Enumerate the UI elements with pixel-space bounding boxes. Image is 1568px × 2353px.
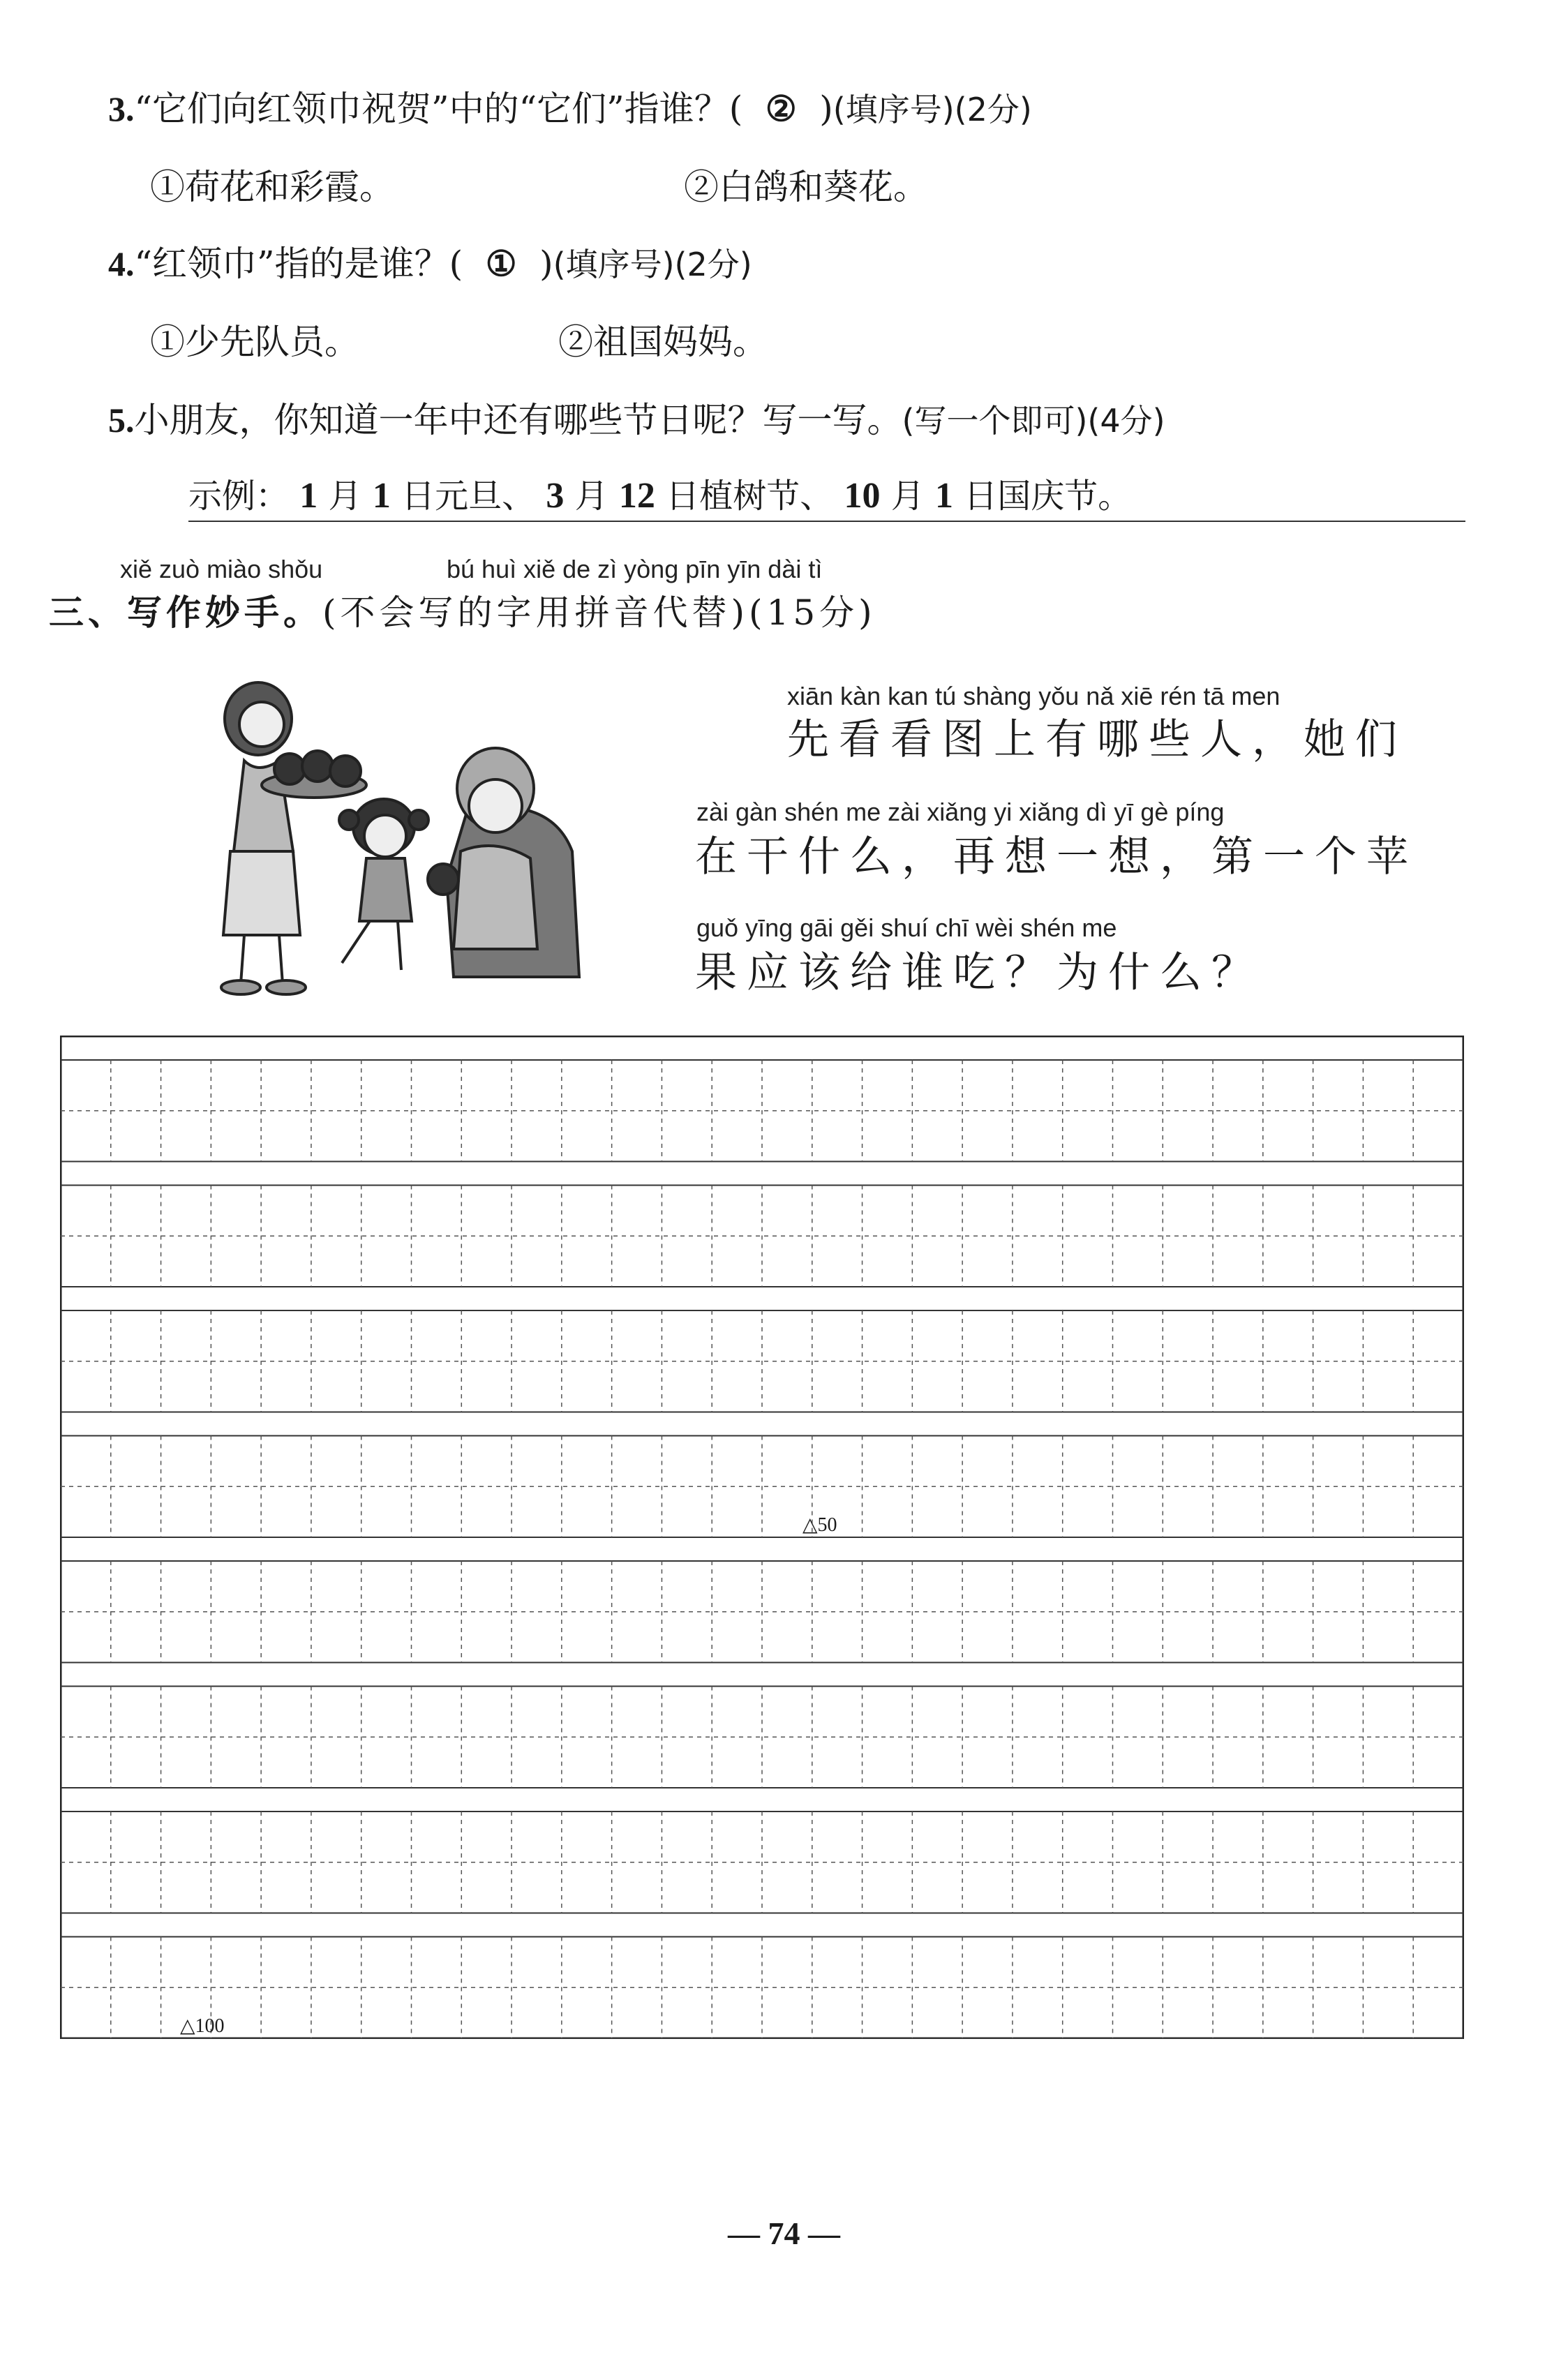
section-title-punct: 。 — [283, 592, 322, 633]
example-part: 日元旦、 — [401, 477, 536, 516]
q4-option-1: ①少先队员。 — [150, 322, 359, 362]
question-number: 4. — [108, 244, 135, 283]
family-illustration-image — [202, 670, 607, 998]
prompt-pinyin-2: zài gàn shén me zài xiǎng yi xiǎng dì yī gè píng — [696, 798, 1225, 826]
page-number: — 74 — — [728, 2216, 840, 2251]
illustration-family-apples — [202, 670, 607, 998]
question-note: (填序号)(2分) — [553, 246, 752, 283]
question-number: 3. — [108, 89, 135, 128]
close-paren: ) — [539, 244, 553, 284]
question-text: “红领巾”指的是谁？( — [134, 244, 463, 284]
example-part: 12 — [618, 476, 655, 516]
example-part: 1 — [299, 476, 318, 516]
prompt-line-1: 先看看图上有哪些人，她们 — [787, 715, 1407, 764]
example-part: 3 — [546, 476, 565, 516]
example-part: 1 — [935, 476, 954, 516]
example-part: 月 — [574, 477, 608, 516]
writing-grid-lines[interactable] — [60, 1036, 1464, 2039]
q3-option-2: ②白鸽和葵花。 — [684, 167, 928, 207]
section-title — [49, 585, 876, 635]
prompt-pinyin-1: xiān kàn kan tú shàng yǒu nǎ xiē rén tā men — [787, 682, 1280, 710]
q4-option-2: ②祖国妈妈。 — [558, 322, 768, 362]
answer-blank[interactable]: ② — [765, 88, 797, 129]
prompt-line-2: 在干什么，再想一想，第一个苹 — [695, 832, 1418, 881]
close-paren: ) — [819, 89, 833, 129]
section-title-text: 三、写作妙手 — [49, 592, 283, 633]
q3-option-1: ①荷花和彩霞。 — [150, 167, 394, 207]
example-part: 日国庆节。 — [964, 477, 1132, 516]
question-note: (填序号)(2分) — [832, 91, 1032, 128]
question-3 — [108, 87, 1032, 132]
question-note: (写一个即可)(4分) — [902, 402, 1165, 440]
question-number: 5. — [108, 401, 135, 440]
question-text: 小朋友，你知道一年中还有哪些节日呢？写一写。 — [134, 400, 902, 440]
section-note-pinyin: bú huì xiě de zì yòng pīn yīn dài tì — [447, 555, 823, 583]
prompt-line-3: 果应该给谁吃？为什么？ — [695, 948, 1263, 997]
prompt-pinyin-3: guǒ yīng gāi gěi shuí chī wèi shén me — [696, 913, 1117, 942]
answer-blank[interactable]: ① — [485, 243, 517, 284]
question-5 — [108, 398, 1165, 443]
example-part: 日植树节、 — [666, 477, 834, 516]
section-title-pinyin: xiě zuò miào shǒu — [120, 555, 323, 583]
example-part: 月 — [890, 477, 925, 516]
grid-marker-100: △100 — [180, 2015, 225, 2037]
section-title-note: (不会写的字用拼音代替)(15分) — [322, 592, 876, 633]
writing-grid[interactable] — [60, 1036, 1464, 2039]
example-part: 10 — [844, 476, 881, 516]
grid-marker-50: △50 — [802, 1514, 837, 1536]
question-text: “它们向红领巾祝贺”中的“它们”指谁？( — [134, 89, 743, 129]
example-part: 1 — [372, 476, 391, 516]
example-part: 月 — [328, 477, 362, 516]
example-answer-line[interactable] — [188, 472, 1465, 522]
example-label: 示例： — [188, 477, 290, 516]
question-4 — [108, 241, 752, 287]
